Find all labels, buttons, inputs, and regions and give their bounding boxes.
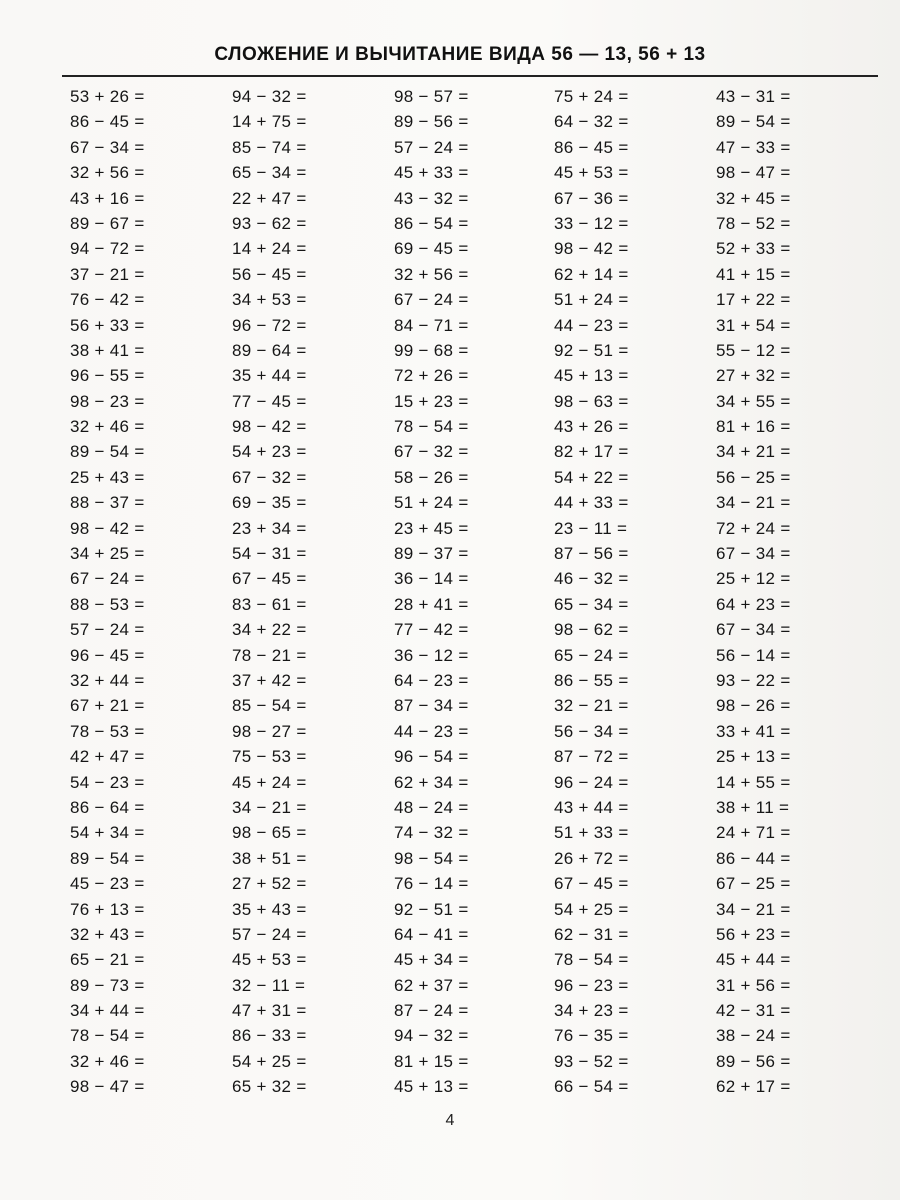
exercise-item: 64 − 23 = xyxy=(394,670,469,690)
exercise-item: 77 − 45 = xyxy=(232,391,307,411)
exercise-item: 31 + 54 = xyxy=(716,315,791,335)
exercise-column-5 xyxy=(716,84,866,1100)
exercise-item: 34 − 21 = xyxy=(232,797,307,817)
exercise-item: 34 + 55 = xyxy=(716,391,791,411)
exercise-item: 56 + 23 = xyxy=(716,924,791,944)
exercise-item: 32 − 21 = xyxy=(554,696,629,716)
exercise-item: 51 + 33 = xyxy=(554,823,629,843)
exercise-item: 34 + 53 = xyxy=(232,290,307,310)
exercise-item: 14 + 55 = xyxy=(716,772,791,792)
exercise-item: 34 − 21 = xyxy=(716,899,791,919)
exercise-item: 54 + 22 = xyxy=(554,467,629,487)
exercise-item: 76 − 42 = xyxy=(70,290,145,310)
exercise-item: 81 + 16 = xyxy=(716,417,791,437)
exercise-item: 47 + 31 = xyxy=(232,1001,307,1021)
exercise-item: 54 − 31 = xyxy=(232,544,307,564)
exercise-item: 87 − 56 = xyxy=(554,544,629,564)
exercise-item: 89 − 56 = xyxy=(394,112,469,132)
exercise-item: 44 − 23 = xyxy=(394,721,469,741)
exercise-item: 67 − 32 = xyxy=(394,442,469,462)
exercise-item: 32 + 46 = xyxy=(70,1051,145,1071)
exercise-item: 43 − 32 = xyxy=(394,188,469,208)
exercise-item: 83 − 61 = xyxy=(232,594,307,614)
exercise-item: 43 + 16 = xyxy=(70,188,145,208)
exercise-item: 81 + 15 = xyxy=(394,1051,469,1071)
exercise-item: 38 + 51 = xyxy=(232,848,307,868)
exercise-item: 45 − 23 = xyxy=(70,874,145,894)
exercise-item: 37 + 42 = xyxy=(232,670,307,690)
exercise-item: 89 − 56 = xyxy=(716,1051,791,1071)
exercise-item: 57 − 24 = xyxy=(394,137,469,157)
exercise-item: 45 + 13 = xyxy=(394,1077,469,1097)
exercise-item: 47 − 33 = xyxy=(716,137,791,157)
exercise-item: 78 − 52 = xyxy=(716,213,791,233)
exercise-item: 86 − 45 = xyxy=(70,112,145,132)
exercise-item: 53 + 26 = xyxy=(70,87,145,106)
exercise-item: 67 + 21 = xyxy=(70,696,145,716)
exercise-item: 89 − 54 = xyxy=(716,112,791,132)
exercise-item: 34 − 21 = xyxy=(716,493,791,513)
exercise-item: 14 + 75 = xyxy=(232,112,307,132)
exercise-item: 85 − 54 = xyxy=(232,696,307,716)
exercise-item: 96 − 45 = xyxy=(70,645,145,665)
exercise-item: 69 − 45 = xyxy=(394,239,469,259)
exercise-item: 32 + 46 = xyxy=(70,417,145,437)
exercise-item: 86 − 55 = xyxy=(554,670,629,690)
exercise-item: 45 + 13 = xyxy=(554,366,629,386)
exercise-item: 36 − 14 = xyxy=(394,569,469,589)
exercise-item: 78 − 53 = xyxy=(70,721,145,741)
exercise-item: 62 − 31 = xyxy=(554,924,629,944)
exercise-item: 34 + 25 = xyxy=(70,544,145,564)
exercise-item: 37 − 21 = xyxy=(70,264,145,284)
exercise-item: 89 − 64 = xyxy=(232,340,307,360)
exercise-item: 45 + 33 = xyxy=(394,163,469,183)
exercise-item: 86 − 54 = xyxy=(394,213,469,233)
exercise-item: 98 − 42 = xyxy=(554,239,629,259)
exercise-item: 67 − 24 = xyxy=(394,290,469,310)
exercise-item: 24 + 71 = xyxy=(716,823,791,843)
exercise-item: 67 − 34 = xyxy=(70,137,145,157)
exercise-item: 78 − 54 = xyxy=(70,1026,145,1046)
exercise-item: 76 − 35 = xyxy=(554,1026,629,1046)
exercise-item: 32 + 56 = xyxy=(394,264,469,284)
exercise-item: 64 + 23 = xyxy=(716,594,791,614)
exercise-item: 89 − 37 = xyxy=(394,544,469,564)
exercise-item: 89 − 73 = xyxy=(70,975,145,995)
exercise-item: 99 − 68 = xyxy=(394,340,469,360)
exercise-item: 57 − 24 = xyxy=(70,620,145,640)
exercise-item: 75 + 24 = xyxy=(554,87,629,106)
exercise-item: 34 + 44 = xyxy=(70,1001,145,1021)
exercise-item: 67 − 25 = xyxy=(716,874,791,894)
exercise-item: 96 − 23 = xyxy=(554,975,629,995)
exercise-item: 78 − 54 = xyxy=(394,417,469,437)
exercise-item: 98 − 42 = xyxy=(70,518,145,538)
exercise-item: 96 − 54 = xyxy=(394,747,469,767)
exercise-item: 86 − 64 = xyxy=(70,797,145,817)
exercise-item: 92 − 51 = xyxy=(554,340,629,360)
exercise-item: 42 − 31 = xyxy=(716,1001,791,1021)
exercise-item: 94 − 32 = xyxy=(232,87,307,106)
exercise-item: 72 + 24 = xyxy=(716,518,791,538)
exercise-item: 98 − 27 = xyxy=(232,721,307,741)
exercise-item: 87 − 34 = xyxy=(394,696,469,716)
exercise-item: 67 − 34 = xyxy=(716,620,791,640)
exercise-item: 82 + 17 = xyxy=(554,442,629,462)
exercise-item: 75 − 53 = xyxy=(232,747,307,767)
title-underline xyxy=(62,75,878,77)
exercise-item: 27 + 52 = xyxy=(232,874,307,894)
exercise-item: 17 + 22 = xyxy=(716,290,791,310)
exercise-item: 52 + 33 = xyxy=(716,239,791,259)
exercise-item: 62 + 34 = xyxy=(394,772,469,792)
exercise-item: 26 + 72 = xyxy=(554,848,629,868)
exercise-item: 31 + 56 = xyxy=(716,975,791,995)
exercise-item: 38 + 11 = xyxy=(716,797,790,817)
exercise-item: 36 − 12 = xyxy=(394,645,469,665)
exercise-item: 54 + 25 = xyxy=(232,1051,307,1071)
exercise-item: 33 + 41 = xyxy=(716,721,791,741)
exercise-item: 43 + 44 = xyxy=(554,797,629,817)
exercise-item: 51 + 24 = xyxy=(394,493,469,513)
exercise-item: 98 − 63 = xyxy=(554,391,629,411)
exercise-item: 43 + 26 = xyxy=(554,417,629,437)
exercise-item: 67 − 45 = xyxy=(554,874,629,894)
exercise-item: 88 − 37 = xyxy=(70,493,145,513)
exercise-item: 93 − 22 = xyxy=(716,670,791,690)
exercise-item: 86 − 33 = xyxy=(232,1026,307,1046)
exercise-item: 51 + 24 = xyxy=(554,290,629,310)
exercise-item: 32 + 43 = xyxy=(70,924,145,944)
exercise-item: 96 − 24 = xyxy=(554,772,629,792)
exercise-item: 56 + 33 = xyxy=(70,315,145,335)
exercise-item: 65 − 34 = xyxy=(232,163,307,183)
exercise-item: 62 + 17 = xyxy=(716,1077,791,1097)
exercise-column-1 xyxy=(70,84,232,1100)
exercise-item: 14 + 24 = xyxy=(232,239,307,259)
exercise-item: 25 + 12 = xyxy=(716,569,791,589)
exercise-item: 65 + 32 = xyxy=(232,1077,307,1097)
exercise-item: 88 − 53 = xyxy=(70,594,145,614)
exercise-item: 25 + 43 = xyxy=(70,467,145,487)
exercise-item: 58 − 26 = xyxy=(394,467,469,487)
exercise-item: 45 + 53 = xyxy=(554,163,629,183)
exercise-item: 15 + 23 = xyxy=(394,391,469,411)
exercise-item: 64 − 41 = xyxy=(394,924,469,944)
exercise-item: 62 + 14 = xyxy=(554,264,629,284)
exercise-item: 93 − 62 = xyxy=(232,213,307,233)
exercise-item: 96 − 72 = xyxy=(232,315,307,335)
exercise-item: 45 + 44 = xyxy=(716,950,791,970)
exercise-item: 34 + 22 = xyxy=(232,620,307,640)
exercise-item: 72 + 26 = xyxy=(394,366,469,386)
exercise-item: 65 − 21 = xyxy=(70,950,145,970)
exercise-item: 32 − 11 = xyxy=(232,975,306,995)
exercise-item: 67 − 24 = xyxy=(70,569,145,589)
exercise-item: 98 − 23 = xyxy=(70,391,145,411)
exercise-item: 54 + 23 = xyxy=(232,442,307,462)
exercise-item: 23 − 11 = xyxy=(554,518,628,538)
exercise-item: 89 − 54 = xyxy=(70,442,145,462)
exercise-item: 67 − 45 = xyxy=(232,569,307,589)
exercise-item: 54 + 34 = xyxy=(70,823,145,843)
exercise-item: 93 − 52 = xyxy=(554,1051,629,1071)
exercise-item: 98 − 65 = xyxy=(232,823,307,843)
exercise-column-2 xyxy=(232,84,394,1100)
exercise-item: 94 − 72 = xyxy=(70,239,145,259)
exercise-item: 65 − 34 = xyxy=(554,594,629,614)
exercise-item: 56 − 14 = xyxy=(716,645,791,665)
exercise-item: 35 + 44 = xyxy=(232,366,307,386)
exercise-item: 98 − 54 = xyxy=(394,848,469,868)
exercise-item: 23 + 45 = xyxy=(394,518,469,538)
exercise-item: 92 − 51 = xyxy=(394,899,469,919)
exercise-item: 23 + 34 = xyxy=(232,518,307,538)
exercise-item: 42 + 47 = xyxy=(70,747,145,767)
exercise-item: 32 + 44 = xyxy=(70,670,145,690)
exercise-item: 76 + 13 = xyxy=(70,899,145,919)
exercise-item: 98 − 57 = xyxy=(394,87,469,106)
exercise-item: 78 − 21 = xyxy=(232,645,307,665)
exercise-item: 56 − 25 = xyxy=(716,467,791,487)
exercise-item: 67 − 34 = xyxy=(716,544,791,564)
exercise-grid xyxy=(70,84,866,1100)
exercise-item: 96 − 55 = xyxy=(70,366,145,386)
exercise-item: 32 + 45 = xyxy=(716,188,791,208)
exercise-column-4 xyxy=(554,84,716,1100)
exercise-item: 43 − 31 = xyxy=(716,87,791,106)
exercise-item: 56 − 45 = xyxy=(232,264,307,284)
exercise-item: 94 − 32 = xyxy=(394,1026,469,1046)
exercise-item: 77 − 42 = xyxy=(394,620,469,640)
exercise-item: 98 − 26 = xyxy=(716,696,791,716)
exercise-item: 62 + 37 = xyxy=(394,975,469,995)
page-title: СЛОЖЕНИЕ И ВЫЧИТАНИЕ ВИДА 56 — 13, 56 + 13 xyxy=(214,44,706,65)
exercise-item: 89 − 54 = xyxy=(70,848,145,868)
exercise-item: 44 + 33 = xyxy=(554,493,629,513)
exercise-item: 78 − 54 = xyxy=(554,950,629,970)
exercise-item: 55 − 12 = xyxy=(716,340,791,360)
page-number: 4 xyxy=(445,1112,455,1129)
exercise-item: 45 + 34 = xyxy=(394,950,469,970)
exercise-item: 54 + 25 = xyxy=(554,899,629,919)
exercise-item: 67 − 32 = xyxy=(232,467,307,487)
exercise-item: 87 − 72 = xyxy=(554,747,629,767)
exercise-column-3 xyxy=(394,84,554,1100)
exercise-item: 41 + 15 = xyxy=(716,264,791,284)
exercise-item: 27 + 32 = xyxy=(716,366,791,386)
exercise-item: 74 − 32 = xyxy=(394,823,469,843)
exercise-item: 69 − 35 = xyxy=(232,493,307,513)
exercise-item: 86 − 45 = xyxy=(554,137,629,157)
exercise-item: 33 − 12 = xyxy=(554,213,629,233)
exercise-item: 45 + 53 = xyxy=(232,950,307,970)
exercise-item: 28 + 41 = xyxy=(394,594,469,614)
exercise-item: 56 − 34 = xyxy=(554,721,629,741)
exercise-item: 85 − 74 = xyxy=(232,137,307,157)
exercise-item: 66 − 54 = xyxy=(554,1077,629,1097)
exercise-item: 35 + 43 = xyxy=(232,899,307,919)
exercise-item: 34 + 23 = xyxy=(554,1001,629,1021)
exercise-item: 45 + 24 = xyxy=(232,772,307,792)
exercise-item: 48 − 24 = xyxy=(394,797,469,817)
exercise-item: 38 − 24 = xyxy=(716,1026,791,1046)
exercise-item: 34 + 21 = xyxy=(716,442,791,462)
exercise-item: 46 − 32 = xyxy=(554,569,629,589)
exercise-item: 22 + 47 = xyxy=(232,188,307,208)
exercise-item: 87 − 24 = xyxy=(394,1001,469,1021)
exercise-item: 44 − 23 = xyxy=(554,315,629,335)
exercise-item: 84 − 71 = xyxy=(394,315,469,335)
exercise-item: 32 + 56 = xyxy=(70,163,145,183)
exercise-item: 57 − 24 = xyxy=(232,924,307,944)
exercise-item: 54 − 23 = xyxy=(70,772,145,792)
exercise-item: 38 + 41 = xyxy=(70,340,145,360)
exercise-item: 64 − 32 = xyxy=(554,112,629,132)
exercise-item: 98 − 42 = xyxy=(232,417,307,437)
exercise-item: 67 − 36 = xyxy=(554,188,629,208)
exercise-item: 98 − 62 = xyxy=(554,620,629,640)
exercise-item: 89 − 67 = xyxy=(70,213,145,233)
exercise-item: 98 − 47 = xyxy=(716,163,791,183)
exercise-item: 86 − 44 = xyxy=(716,848,791,868)
exercise-item: 98 − 47 = xyxy=(70,1077,145,1097)
exercise-item: 65 − 24 = xyxy=(554,645,629,665)
exercise-item: 25 + 13 = xyxy=(716,747,791,767)
exercise-item: 76 − 14 = xyxy=(394,874,469,894)
